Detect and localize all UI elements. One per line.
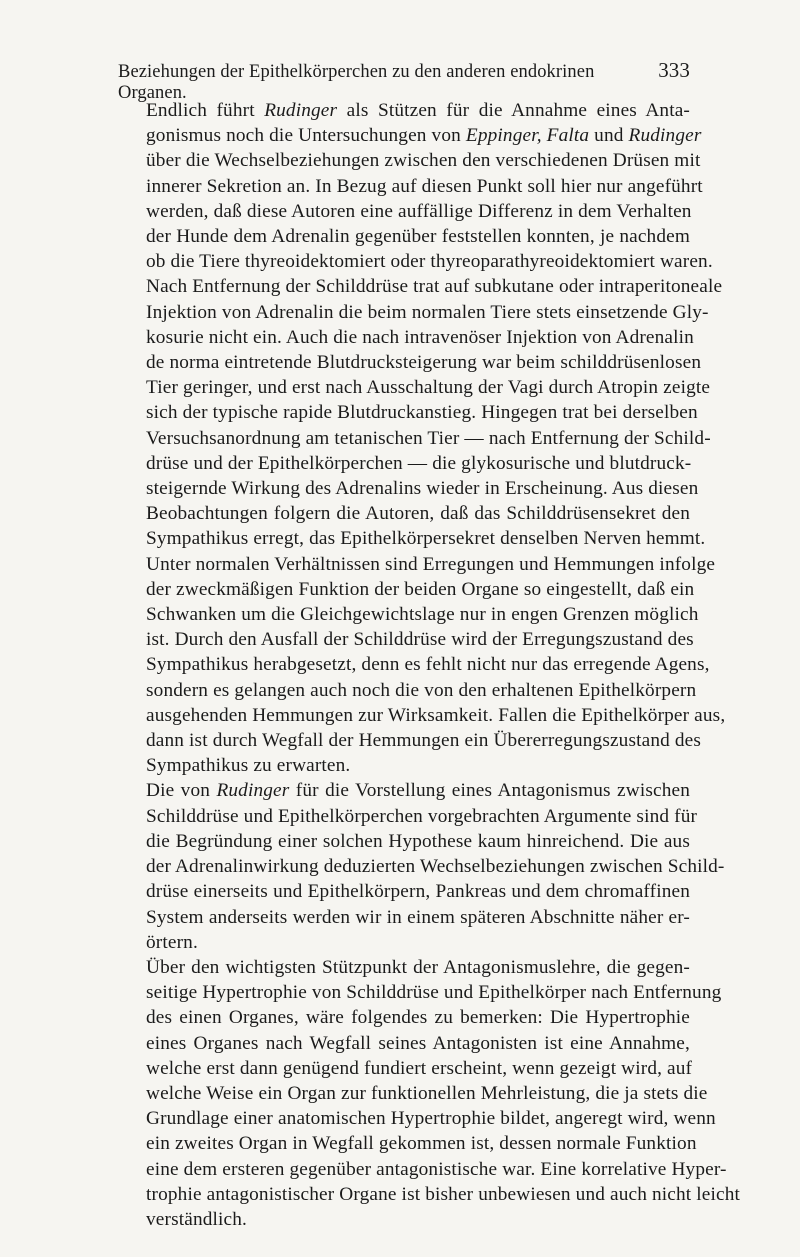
text-run: Schilddrüse und Epithelkörperchen vorgebrachten Argumente sind für [146,805,698,827]
text-line [118,1207,690,1232]
text-run: ist. Durch den Ausfall der Schilddrüse wird der Erregungszustand des [146,629,694,651]
text-run: Tier geringer, und erst nach Ausschaltung der Vagi durch Atropin zeigte [146,377,711,399]
text-run: ausgehenden Hemmungen zur Wirksamkeit. Fallen die Epithelkörper aus, [146,704,726,726]
text-line [118,1005,690,1030]
text-line [118,627,694,652]
text-line [118,1131,697,1156]
text-run: Die von [146,780,217,802]
text-run: der Hunde dem Adrenalin gegenüber feststellen konnten, je nachdem [146,226,690,248]
running-title: Beziehungen der Epithelkörperchen zu den anderen endokrinen Organen. [118,62,595,103]
text-line [118,375,711,400]
author-name: Rudinger [264,100,338,121]
text-run: sondern es gelangen auch noch die von den erhaltenen Epithelkörpern [146,679,697,701]
text-line [118,426,711,451]
text-line [118,854,725,879]
text-run: eine dem ersteren gegenüber antagonistische war. Eine korrelative Hyper- [146,1158,727,1180]
text-line [118,905,690,930]
text-line [118,1031,690,1056]
text-run: Injektion von Adrenalin die beim normalen Tiere stets einsetzende Gly- [146,301,709,323]
text-run: die Begründung einer solchen Hypothese kaum hinreichend. Die aus [146,830,690,852]
text-run: werden, daß diese Autoren eine auffällige Differenz in dem Verhalten [146,200,692,222]
text-run: als Stützen für die Annahme eines Anta- [337,100,690,121]
text-line [118,602,699,627]
author-name: Rudinger [216,780,290,802]
paragraph [118,955,740,1232]
text-line [118,249,713,274]
text-line [118,476,699,501]
text-line [118,829,690,854]
text-run: steigernde Wirkung des Adrenalins wieder in Erscheinung. Aus diesen [146,478,699,500]
text-line [118,955,690,980]
text-line [118,224,690,249]
text-line [118,1106,716,1131]
text-run: eines Organes nach Wegfall seines Antagonisten ist eine Annahme, [146,1032,690,1054]
text-run: der Adrenalinwirkung deduzierten Wechselbeziehungen zwischen Schild- [146,856,725,878]
text-line [118,123,702,148]
text-run: Beobachtungen folgern die Autoren, daß das Schilddrüsensekret den [146,503,690,525]
text-line [118,980,722,1005]
text-run: Endlich führt [146,100,265,121]
text-line [118,501,690,526]
text-line [118,1081,708,1106]
text-line [118,400,698,425]
text-run: innerer Sekretion an. In Bezug auf diesen Punkt soll hier nur angeführt [146,175,703,197]
text-run: drüse einerseits und Epithelkörpern, Pankreas und dem chromaffinen [146,881,690,903]
text-line [118,753,690,778]
text-line [118,930,690,955]
body-text [118,98,740,1232]
text-line [118,879,690,904]
paragraph [118,98,726,778]
text-run: Versuchsanordnung am tetanischen Tier — nach Entfernung der Schild- [146,427,711,449]
text-run: drüse und der Epithelkörperchen — die glykosurische und blutdruck- [146,452,692,474]
text-line [118,703,726,728]
text-line [118,778,690,803]
text-line [118,804,698,829]
text-line [118,1157,727,1182]
paragraph [118,778,725,954]
author-name: Rudinger [628,125,702,147]
text-line [118,174,703,199]
text-run: sich der typische rapide Blutdruckanstieg. Hingegen trat bei derselben [146,402,698,424]
text-run: seitige Hypertrophie von Schilddrüse und Epithelkörper nach Entfernung [146,982,722,1004]
text-line [118,552,716,577]
text-run: und [589,125,629,147]
text-run: Grundlage einer anatomischen Hypertrophie bildet, angeregt wird, wenn [146,1108,716,1130]
text-line [118,451,690,476]
text-line [118,98,690,123]
text-line [118,728,702,753]
text-run: gonismus noch die Untersuchungen von [146,125,466,147]
text-line [118,652,710,677]
text-run: der zweckmäßigen Funktion der beiden Organe so eingestellt, daß ein [146,578,695,600]
text-run: örtern. [146,931,198,953]
text-run: Sympathikus zu erwarten. [146,755,351,777]
text-run: welche Weise ein Organ zur funktionellen Mehrleistung, die ja stets die [146,1082,708,1104]
text-run: System anderseits werden wir in einem späteren Abschnitte näher er- [146,906,690,928]
text-line [118,577,695,602]
text-run: ob die Tiere thyreoidektomiert oder thyreoparathyreoidektomiert waren. [146,251,713,273]
text-run: dann ist durch Wegfall der Hemmungen ein Übererregungszustand des [146,730,702,752]
text-run: Sympathikus erregt, das Epithelkörpersekret denselben Nerven hemmt. [146,528,706,550]
text-line [118,526,706,551]
text-line [118,300,709,325]
text-run: welche erst dann genügend fundiert erscheint, wenn gezeigt wird, auf [146,1057,693,1079]
text-run: kosurie nicht ein. Auch die nach intravenöser Injektion von Adrenalin [146,326,694,348]
author-name: Eppinger, Falta [465,125,590,147]
text-line [118,199,690,224]
text-run: Nach Entfernung der Schilddrüse trat auf subkutane oder intraperitoneale [146,276,723,298]
text-line [118,350,702,375]
text-line [118,1182,740,1207]
text-line [118,678,697,703]
text-run: Sympathikus herabgesetzt, denn es fehlt nicht nur das erregende Agens, [146,654,710,676]
text-run: Schwanken um die Gleichgewichtslage nur in engen Grenzen möglich [146,604,699,626]
page-number: 333 [658,58,690,82]
text-run: über die Wechselbeziehungen zwischen den verschiedenen Drüsen mit [146,150,701,172]
text-run: de norma eintretende Blutdrucksteigerung war beim schilddrüsenlosen [146,352,702,374]
text-line [118,274,723,299]
text-run: des einen Organes, wäre folgendes zu bemerken: Die Hypertrophie [146,1007,690,1029]
text-run: verständlich. [146,1208,248,1230]
text-line [118,325,694,350]
text-line [118,148,701,173]
text-run: Über den wichtigsten Stützpunkt der Antagonismuslehre, die gegen- [146,956,690,978]
text-run: ein zweites Organ in Wegfall gekommen ist, dessen normale Funktion [146,1133,697,1155]
text-run: Unter normalen Verhältnissen sind Erregungen und Hemmungen infolge [146,553,716,575]
text-run: trophie antagonistischer Organe ist bisher unbewiesen und auch nicht leicht [146,1183,740,1205]
text-run: für die Vorstellung eines Antagonismus zwischen [289,780,691,802]
text-line [118,1056,693,1081]
